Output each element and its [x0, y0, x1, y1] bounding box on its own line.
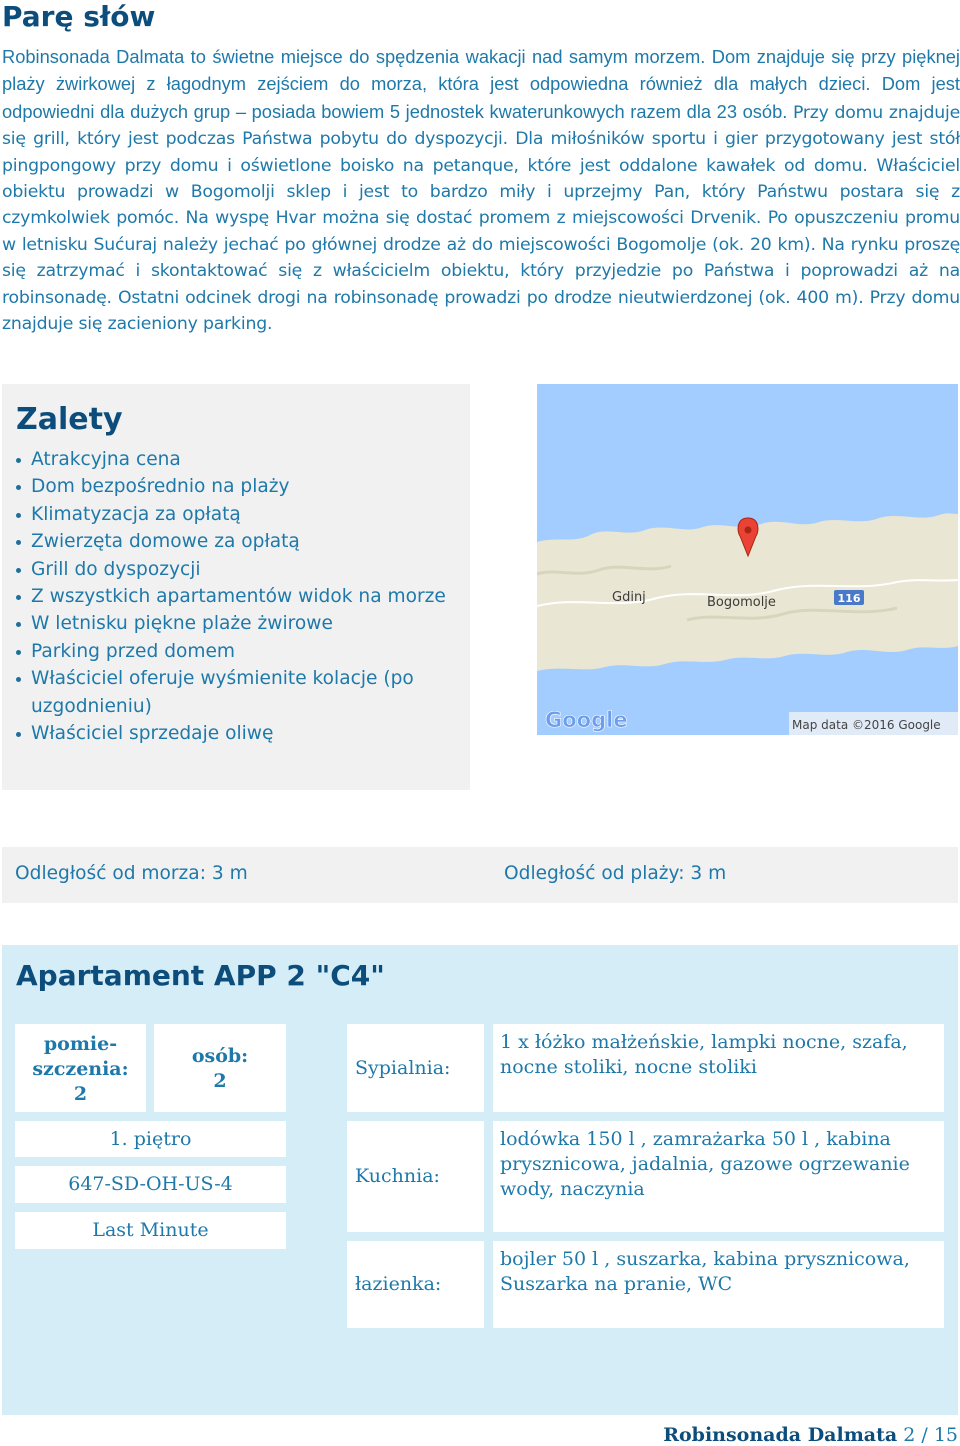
- pros-item: Atrakcyjna cena: [14, 446, 459, 473]
- pros-item: Właściciel sprzedaje oliwę: [14, 720, 459, 747]
- offer-cell: Last Minute: [15, 1212, 286, 1249]
- pros-panel: [2, 384, 470, 790]
- kitchen-label: Kuchnia:: [347, 1121, 484, 1232]
- location-map[interactable]: [537, 384, 958, 735]
- intro-paragraph: [2, 44, 960, 337]
- rooms-cell: [15, 1024, 146, 1112]
- persons-label: osób:: [191, 1045, 249, 1067]
- intro-sentence: Na rynku proszę się zatrzymać i skontaktować się z właścicielm obiektu, który przyjedzie po Państwa i poprowadzi aż na robinsonadę.: [2, 234, 960, 308]
- persons-value: 2: [213, 1070, 227, 1092]
- persons-cell: [154, 1024, 286, 1112]
- pros-item: Właściciel oferuje wyśmienite kolacje (po uzgodnieniu): [14, 665, 459, 720]
- distance-beach: Odległość od plaży: 3 m: [504, 863, 727, 884]
- apartment-panel: [2, 945, 958, 1415]
- pros-item: Dom bezpośrednio na plaży: [14, 473, 459, 500]
- pros-list: [14, 446, 459, 747]
- pros-item: W letnisku piękne plaże żwirowe: [14, 610, 459, 637]
- intro-sentence: Ostatni odcinek drogi na robinsonadę prowadzi po drodze nieutwierdzonej (ok. 400 m).: [117, 287, 870, 308]
- page-footer: [663, 1424, 958, 1446]
- distance-sea: Odległość od morza: 3 m: [15, 863, 248, 884]
- kitchen-value: lodówka 150 l , zamrażarka 50 l , kabina prysznicowa, jadalnia, gazowe ogrzewanie wody, naczynia: [493, 1121, 944, 1232]
- floor-cell: 1. piętro: [15, 1121, 286, 1157]
- pros-item: Klimatyzacja za opłatą: [14, 501, 459, 528]
- intro-sentence: Robinsonada Dalmata to świetne miejsce do spędzenia wakacji nad samym morzem. Dom znajduje się przy pięknej plaży żwirkowej z łagodnym zejściem do morza, która jest odpowiedna również dla małych dzieci.: [2, 46, 960, 95]
- pros-title: Zalety: [16, 402, 123, 437]
- rooms-label: pomie-szczenia:: [32, 1033, 129, 1080]
- intro-sentence: Dom jest odpowiedni dla dużych grup – posiada bowiem 5 jednostek kwaterunkowych razem dla 23 osób.: [2, 73, 960, 122]
- bedroom-value: 1 x łóżko małżeńskie, lampki nocne, szafa, nocne stoliki, nocne stoliki: [493, 1024, 944, 1112]
- intro-sentence: Po opuszczeniu promu w letnisku Sućuraj należy jechać po głównej drodze aż do miejscowości Bogomolje (ok. 20 km).: [2, 208, 960, 255]
- bathroom-label: łazienka:: [347, 1241, 484, 1328]
- bedroom-label: Sypialnia:: [347, 1024, 484, 1112]
- google-logo: Google: [545, 708, 628, 732]
- rooms-value: 2: [73, 1083, 88, 1105]
- place-label-bogomolje: Bogomolje: [707, 595, 776, 610]
- bathroom-value: bojler 50 l , suszarka, kabina prysznicowa, Suszarka na pranie, WC: [493, 1241, 944, 1328]
- page-heading: Parę słów: [2, 0, 156, 33]
- footer-site: Robinsonada Dalmata: [663, 1424, 898, 1446]
- place-label-gdinj: Gdinj: [612, 590, 646, 605]
- intro-sentence: Dla miłośników sportu i gier przygotowany jest stół pingpongowy przy domu i oświetlone boisko na petanque, które jest oddalone kawałek od domu.: [2, 129, 960, 176]
- intro-sentence: Przy domu znajduje się grill, który jest podczas Państwa pobytu do dyspozycji.: [2, 102, 960, 150]
- intro-sentence: Właściciel obiektu prowadzi w Bogomolji sklep i jest to bardzo miły i uprzejmy Pan, który Państwu postara się z czymkolwiek pomóc.: [2, 155, 960, 229]
- distance-bar: [2, 847, 958, 903]
- pros-item: Parking przed domem: [14, 638, 459, 665]
- intro-sentence: Przy domu znajduje się zacieniony parking.: [2, 287, 960, 335]
- road-number: 116: [837, 592, 861, 605]
- code-cell: 647-SD-OH-US-4: [15, 1166, 286, 1203]
- map-graphic: [537, 384, 958, 735]
- footer-page: 2 / 15: [903, 1424, 958, 1446]
- map-credit: Map data ©2016 Google: [792, 718, 941, 732]
- intro-sentence: Na wyspę Hvar można się dostać promem z miejscowości Drvenik.: [185, 208, 768, 229]
- pros-item: Z wszystkich apartamentów widok na morze: [14, 583, 459, 610]
- pros-item: Grill do dyspozycji: [14, 556, 459, 583]
- pros-item: Zwierzęta domowe za opłatą: [14, 528, 459, 555]
- apartment-title: Apartament APP 2 "C4": [16, 959, 385, 992]
